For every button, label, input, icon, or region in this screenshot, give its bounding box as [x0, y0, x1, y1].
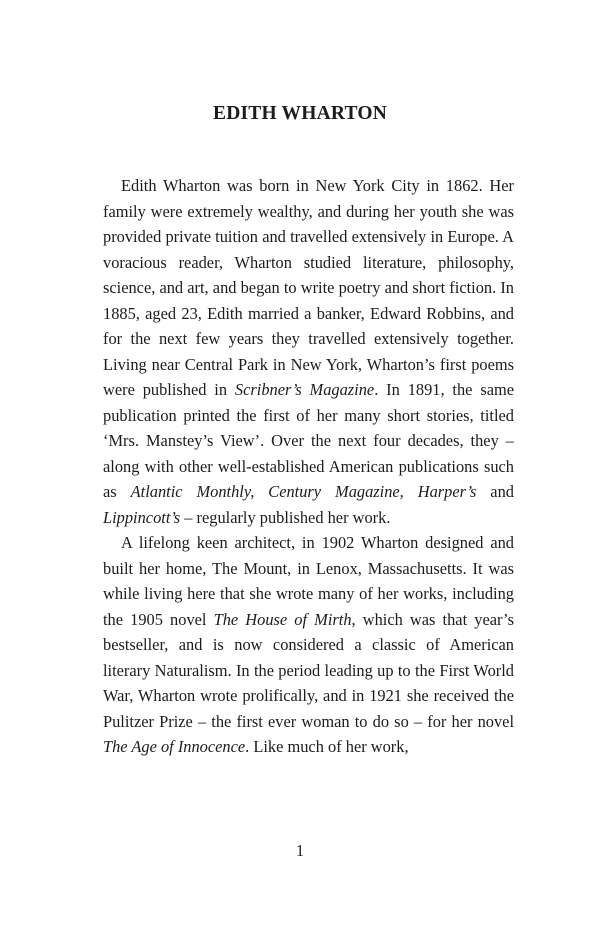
- italic-publications: Atlantic Monthly, Century Magazine, Harper’s: [130, 482, 477, 501]
- text-run: . In 1891, the same publication printed the first of her many short stories, titled ‘Mrs. Manstey’s View’. Over the next four decades, they – along with other well-established American publications such as: [103, 380, 514, 501]
- text-run: A lifelong keen architect, in 1902 Wharton designed and built her home, The Mount, in Lenox, Massachusetts. It was while living here that she wrote many of her works, including the 1905 novel: [103, 533, 514, 629]
- body-text: [103, 173, 514, 760]
- page-number: 1: [295, 841, 305, 860]
- text-run: . Like much of her work,: [245, 737, 409, 756]
- italic-title-age-of-innocence: The Age of Innocence: [103, 737, 246, 756]
- paragraph-1: [103, 173, 514, 530]
- italic-title-scribners: Scribner’s Magazine: [234, 380, 375, 399]
- text-run: , which was that year’s bestseller, and is now considered a classic of American literary Naturalism. In the period leading up to the First World War, Wharton wrote prolifically, and in 1921 she received the Pulitzer Prize – the first ever woman to do so – for her novel: [103, 609, 514, 731]
- paragraph-2: [103, 530, 514, 760]
- text-run: and: [476, 482, 514, 501]
- page-title: EDITH WHARTON: [212, 103, 388, 124]
- italic-title-lippincotts: Lippincott’s: [103, 507, 181, 527]
- text-run: – regularly published her work.: [180, 507, 391, 527]
- text-run: Edith Wharton was born in New York City in 1862. Her family were extremely wealthy, and during her youth she was provided private tuition and travelled extensively in Europe. A voracious reader, Wharton studied literature, philosophy, science, and art, and began to write poetry and short fiction. In 1885, aged 23, Edith married a banker, Edward Robbins, and for the next few years they travelled extensively together. Living near Central Park in New York, Wharton’s first poems were published in: [103, 176, 514, 399]
- italic-title-house-of-mirth: The House of Mirth: [213, 609, 352, 629]
